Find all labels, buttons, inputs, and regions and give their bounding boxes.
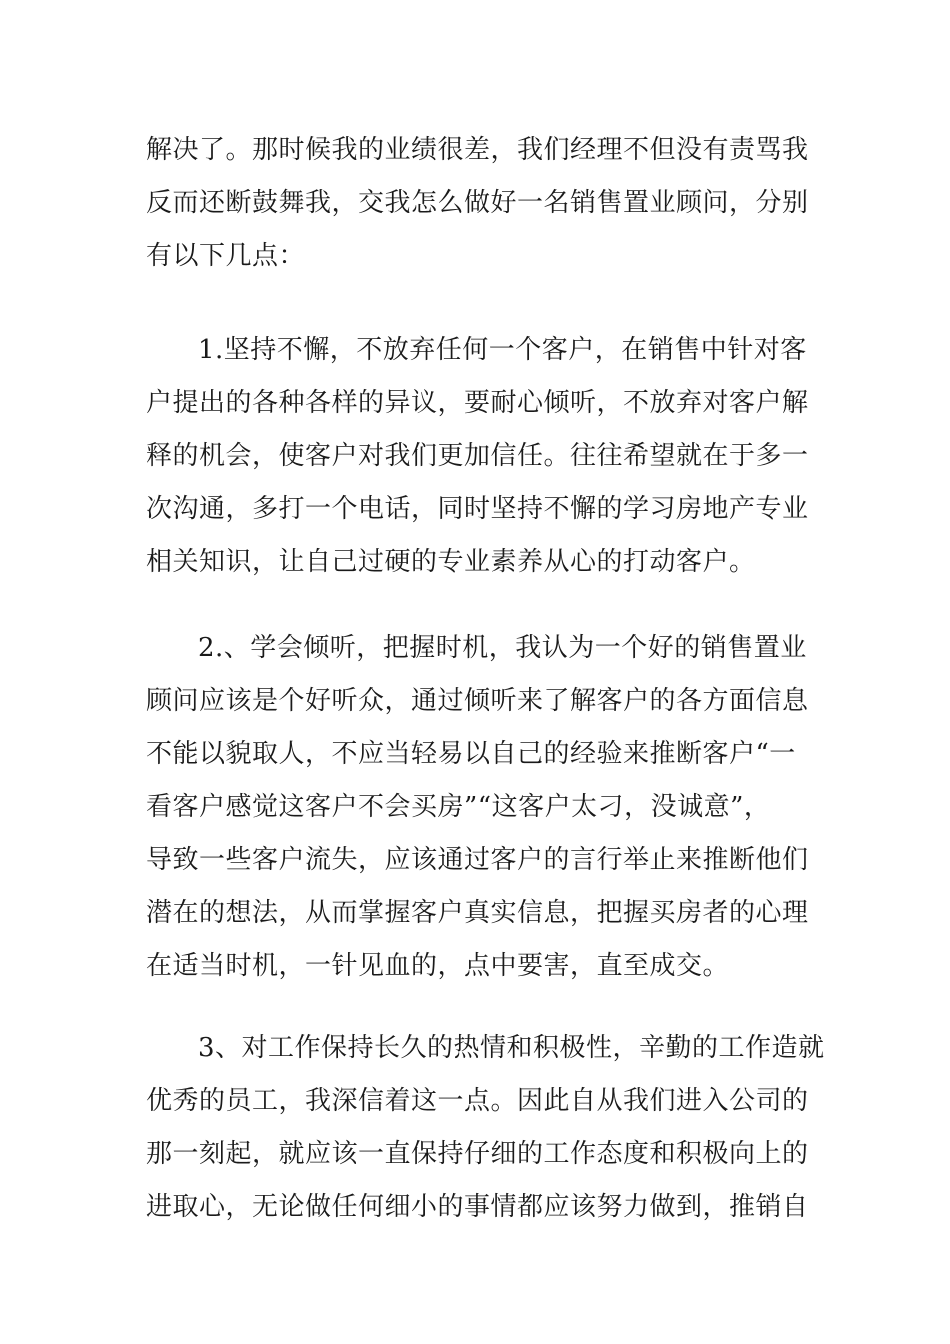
text-line: 进取心，无论做任何细小的事情都应该努力做到，推销自: [146, 1192, 809, 1222]
text-line: 顾问应该是个好听众，通过倾听来了解客户的各方面信息: [146, 686, 809, 716]
text-line: 导致一些客户流失，应该通过客户的言行举止来推断他们: [146, 845, 809, 875]
text-line: 次沟通，多打一个电话，同时坚持不懈的学习房地产专业: [146, 494, 809, 524]
text-line: 看客户感觉这客户不会买房”“这客户太刁，没诚意”，: [146, 792, 771, 822]
text-line: 3、对工作保持长久的热情和积极性，辛勤的工作造就: [198, 1033, 825, 1063]
text-line: 有以下几点：: [146, 241, 306, 271]
text-line: 户提出的各种各样的异议，要耐心倾听，不放弃对客户解: [146, 388, 809, 418]
text-line: 在适当时机，一针见血的，点中要害，直至成交。: [146, 951, 730, 981]
text-line: 释的机会，使客户对我们更加信任。往往希望就在于多一: [146, 441, 809, 471]
text-line: 1.坚持不懈，不放弃任何一个客户，在销售中针对客: [198, 335, 807, 365]
paragraph-point-1: [146, 324, 808, 589]
text-line: 不能以貌取人，不应当轻易以自己的经验来推断客户“一: [146, 739, 796, 769]
paragraph-point-2: [146, 622, 808, 993]
text-line: 2.、学会倾听，把握时机，我认为一个好的销售置业: [198, 633, 807, 663]
text-line: 解决了。那时候我的业绩很差，我们经理不但没有责骂我: [146, 135, 809, 165]
paragraph-intro: [146, 124, 808, 283]
text-line: 潜在的想法，从而掌握客户真实信息，把握买房者的心理: [146, 898, 809, 928]
text-line: 那一刻起，就应该一直保持仔细的工作态度和积极向上的: [146, 1139, 809, 1169]
paragraph-point-3: [146, 1022, 825, 1234]
text-line: 反而还断鼓舞我，交我怎么做好一名销售置业顾问，分别: [146, 188, 809, 218]
text-line: 相关知识，让自己过硬的专业素养从心的打动客户。: [146, 547, 756, 577]
text-line: 优秀的员工，我深信着这一点。因此自从我们进入公司的: [146, 1086, 809, 1116]
